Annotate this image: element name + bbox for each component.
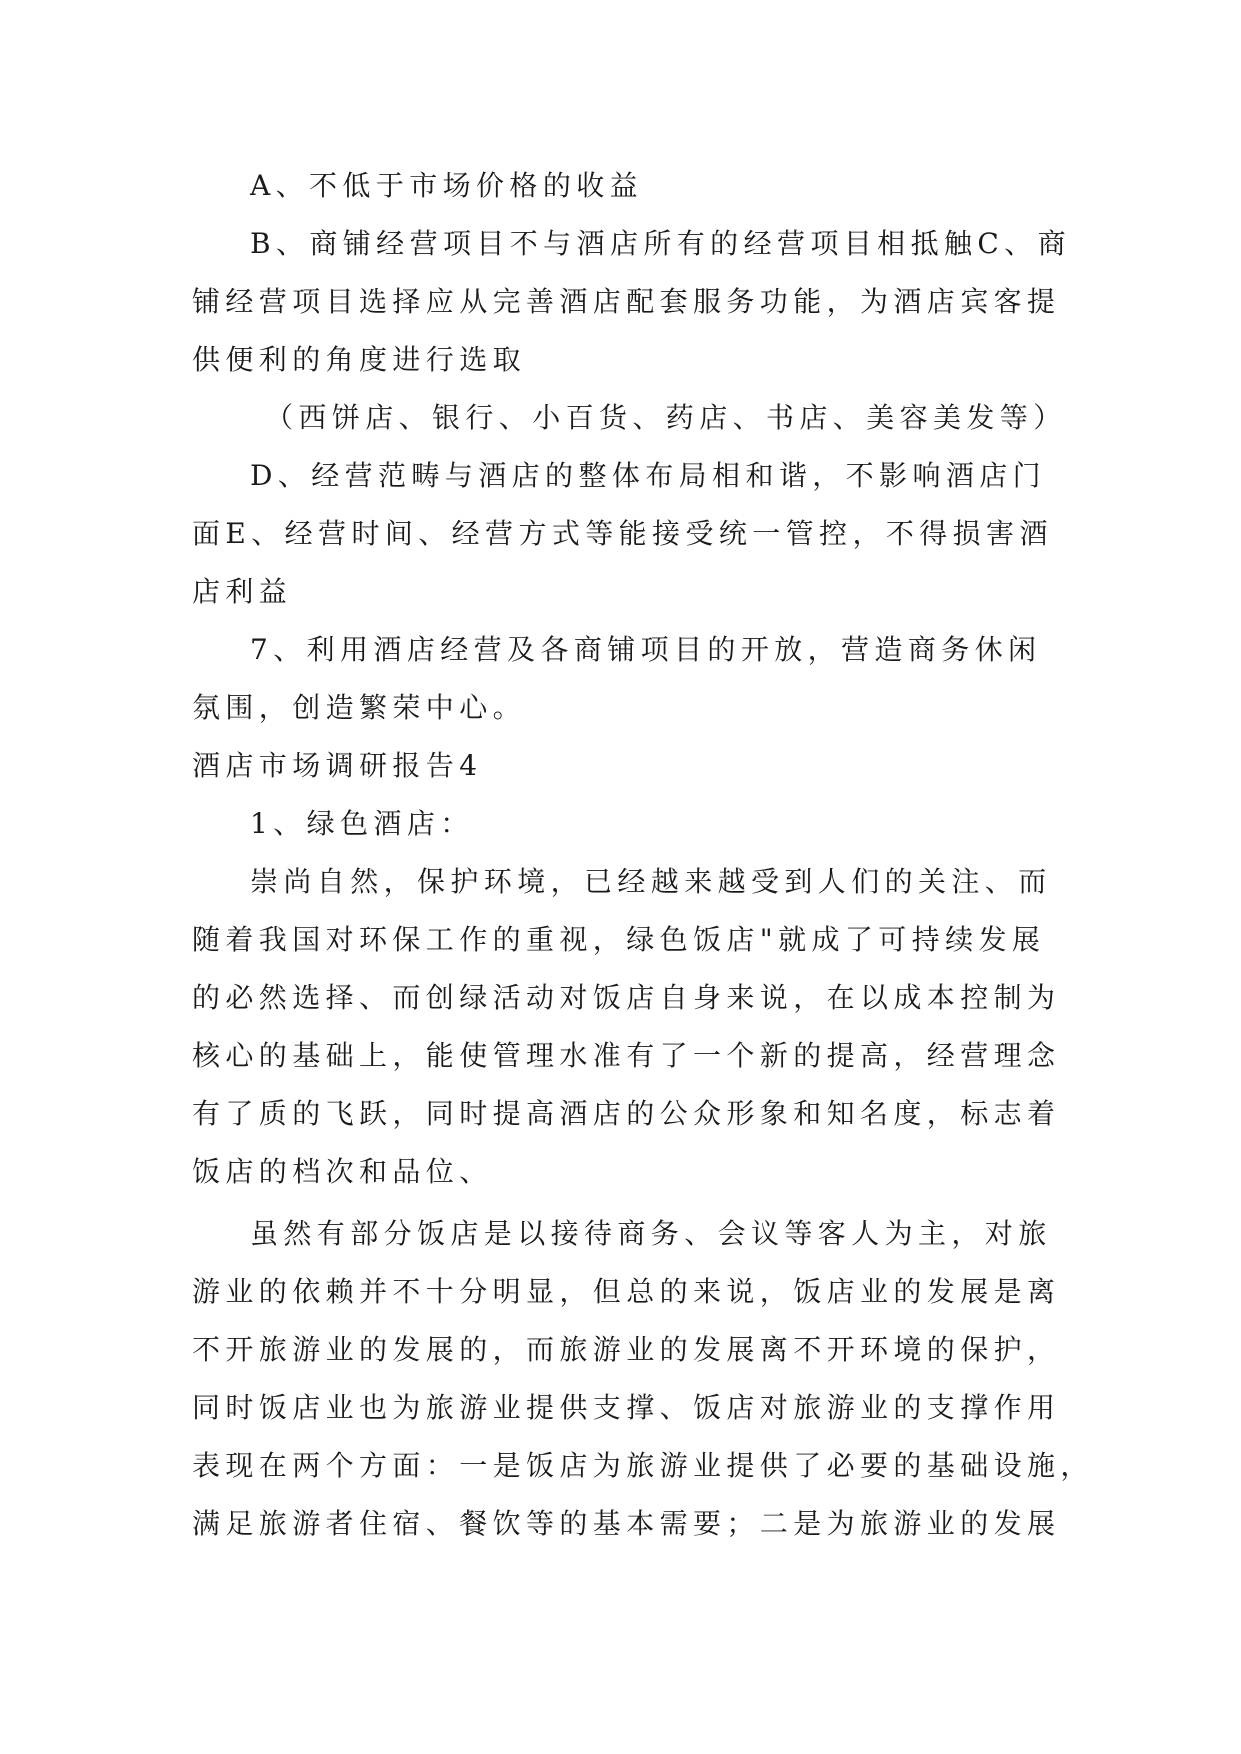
section-title: 酒店市场调研报告4 — [192, 749, 483, 782]
text-line: 店利益 — [192, 575, 293, 608]
text-line: 铺经营项目选择应从完善酒店配套服务功能，为酒店宾客提 — [192, 285, 1061, 318]
text-line-item-7: 7、利用酒店经营及各商铺项目的开放，营造商务休闲 — [250, 633, 1042, 666]
text-line: 氛围，创造繁荣中心。 — [192, 691, 527, 724]
text-line: 核心的基础上，能使管理水准有了一个新的提高，经营理念 — [192, 1039, 1061, 1072]
text-line-option-d: D、经营范畴与酒店的整体布局相和谐，不影响酒店门 — [250, 459, 1047, 492]
text-line: 饭店的档次和品位、 — [192, 1155, 493, 1188]
text-line: 虽然有部分饭店是以接待商务、会议等客人为主，对旅 — [250, 1217, 1052, 1250]
text-line: 有了质的飞跃，同时提高酒店的公众形象和知名度，标志着 — [192, 1097, 1061, 1130]
text-line-examples: （西饼店、银行、小百货、药店、书店、美容美发等） — [265, 401, 1067, 434]
subsection-heading: 1、绿色酒店： — [250, 807, 474, 840]
text-line: 供便利的角度进行选取 — [192, 343, 527, 376]
text-line: 游业的依赖并不十分明显，但总的来说，饭店业的发展是离 — [192, 1275, 1061, 1308]
text-line: 的必然选择、而创绿活动对饭店自身来说，在以成本控制为 — [192, 981, 1061, 1014]
text-line-option-b: B、商铺经营项目不与酒店所有的经营项目相抵触C、商 — [250, 227, 1072, 260]
text-line: 表现在两个方面：一是饭店为旅游业提供了必要的基础设施， — [192, 1449, 1094, 1482]
text-line: 满足旅游者住宿、餐饮等的基本需要；二是为旅游业的发展 — [192, 1507, 1061, 1540]
text-line: 面E、经营时间、经营方式等能接受统一管控，不得损害酒 — [192, 517, 1053, 550]
text-line: 随着我国对环保工作的重视，绿色饭店"就成了可持续发展 — [192, 923, 1046, 956]
text-line: 同时饭店业也为旅游业提供支撑、饭店对旅游业的支撑作用 — [192, 1391, 1061, 1424]
text-line: 崇尚自然，保护环境，已经越来越受到人们的关注、而 — [250, 865, 1052, 898]
text-line-option-a: A、不低于市场价格的收益 — [250, 169, 644, 202]
text-line: 不开旅游业的发展的，而旅游业的发展离不开环境的保护， — [192, 1333, 1061, 1366]
